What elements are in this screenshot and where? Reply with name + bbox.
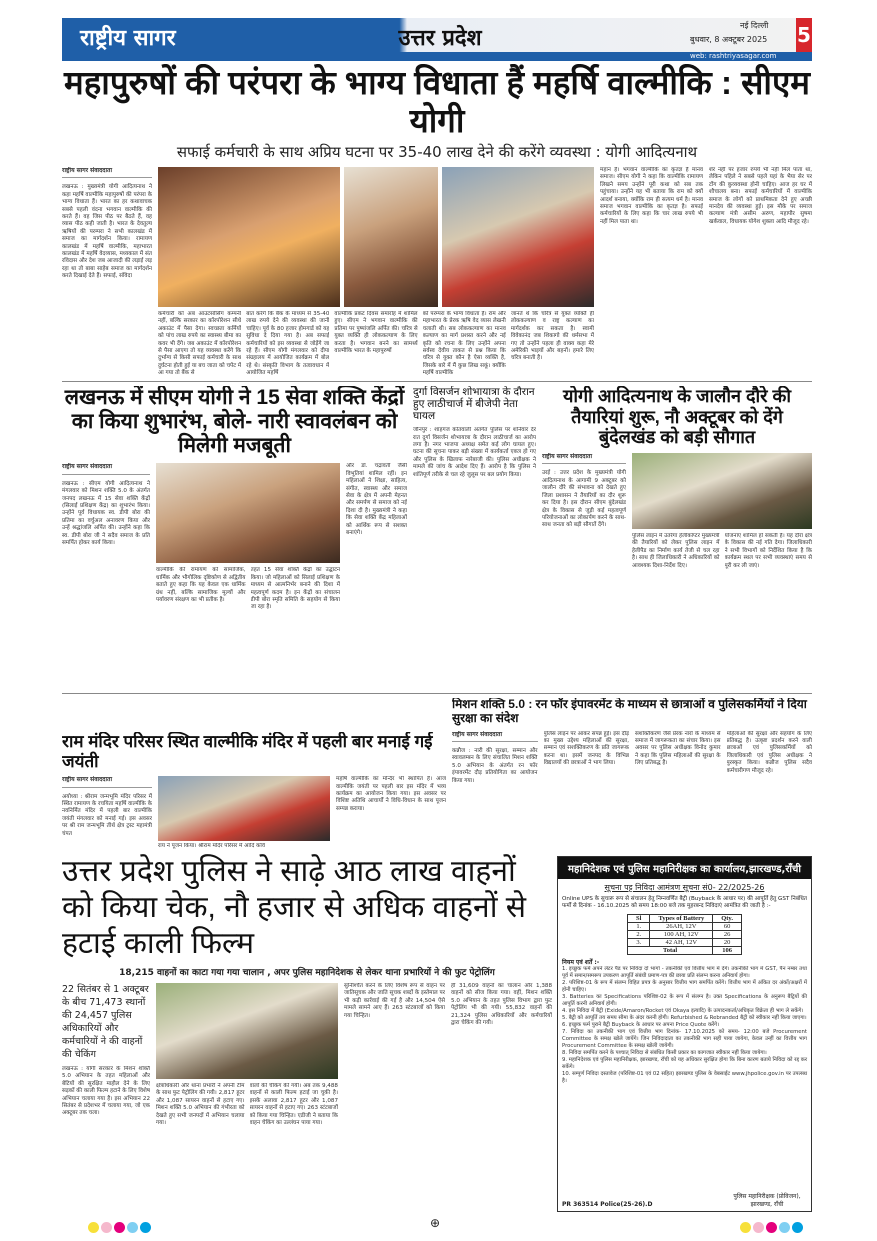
story7 bbox=[62, 854, 552, 1212]
story1-col4: वाल्मीकि प्रकट दिवस समारोह में शामिल हुए। सीएम ने भगवान वाल्मीकि की प्रतिमा पर पुष्पांजलि अर्पित की। चरित्र से युक्त व्यक्ति ही लोककल्याण के लिए करता है। भगवान बनने का सामर्थ्य वाल्मीकि भारत के महापुरुषों bbox=[334, 310, 418, 354]
cell: 100 AH, 12V bbox=[650, 930, 713, 938]
terms-title: नियम एवं शर्तें :- bbox=[562, 958, 600, 966]
term-item: 2. परिशिष्ट-01 के रूप में संलग्न विहित प्रपत्र के अनुसार वित्तीय भाग समर्पित करेंगे। वित्तीय भाग में अंकित दर अंकों/अक्षरों में होनी चाहिए। bbox=[562, 979, 807, 993]
table-total-row bbox=[628, 946, 742, 954]
cell: 20 bbox=[713, 938, 742, 946]
story1-col5: को परम्परा के भाग्य विधाता हैं। राम और महाभारत के प्रेरक ऋषि वेद व्यास लेखनी चलाती थी। सब लोककल्याण का मानव कल्याण का मार्ग प्रशस्त करने और नई कृति को रचना के लिए उन्होंने अपना सर्वस्व देवीय ताकत से प्रश्न किया कि चरित्र से युक्त कौन है ऐसा व्यक्ति है, जिसके बारे में मैं कुछ लिख सकूं। क्योंकि महर्षि वाल्मीकि bbox=[422, 310, 506, 376]
story6-caption: राय ने पूजन किया। श्रीराम मंदिर परिसर में आदि कवि bbox=[158, 842, 265, 849]
story1-photos bbox=[158, 167, 594, 307]
story2-photo-group bbox=[156, 463, 340, 688]
story4-col1 bbox=[542, 453, 626, 688]
byline: राष्ट्रीय सागर संवाददाता bbox=[452, 731, 538, 742]
story2-body bbox=[62, 463, 407, 688]
seva-shakti-kendra-photo bbox=[156, 463, 340, 563]
story6-body bbox=[62, 776, 446, 850]
story6-photo-group bbox=[158, 776, 330, 850]
lead-subheadline: सफाई कर्मचारी के साथ अप्रिय घटना पर 35-40 लाख देने की करेंगे व्यवस्था : योगी आदित्यनाथ bbox=[176, 142, 698, 161]
story6-headline: राम मंदिर परिसर स्थित वाल्मीकि मंदिर में पहली बार मनाई गई जयंती bbox=[62, 732, 433, 771]
color-registration-marks-right bbox=[740, 1218, 805, 1237]
story7-headline: उत्तर प्रदेश पुलिस ने साढ़े आठ लाख वाहनों को किया चेक, नौ हजार से अधिक वाहनों से हटाई काली फिल्म bbox=[62, 855, 527, 960]
newspaper-logo: राष्ट्रीय सागर bbox=[80, 26, 176, 51]
story2-col1 bbox=[62, 463, 150, 688]
tender-intro: Online UPS के सुचारू रूप से संचालन हेतु निम्नवर्णित बैट्री (Buyback के आधार पर) की आपूर्ति हेतु GST निबंधित फर्मों से दिनांक - 16.10.2025 को समय 18:00 बजे तक मुहरबन्द निविदाएं आमंत्रित की जाती है :- bbox=[562, 896, 807, 910]
story1-col7: महान है। भगवान वाल्मीकि का कृतज्ञ है मानव समाज। सीएम योगी ने कहा कि वाल्मीकि रामायण लिखने समय उन्होंने पूरी कथा को सब तक पहुंचाया। उन्होंने यह भी बताया कि राम को क्यों आदर्श बनाया, क्योंकि राम ही सत्यम धर्म है। मानव समाज भगवान वाल्मीकि का कृतज्ञ है। सफाई कर्मचारियों के लिए कहा कि चार लाख रुपये भी नहीं मिल पाता था। bbox=[600, 166, 703, 225]
byline: राष्ट्रीय सागर संवाददाता bbox=[542, 453, 626, 464]
term-item: 3. Batteries का Specifications परिशिष्ट-02 के रूप में संलग्न है। उक्त Specifications के अनुरूप बैट्रियों की आपूर्ति करनी अनिवार्य होगी। bbox=[562, 993, 807, 1007]
story7-text-row bbox=[156, 1083, 338, 1212]
tender-footer bbox=[558, 1190, 811, 1211]
table-row bbox=[628, 922, 742, 930]
story1-body bbox=[62, 167, 812, 376]
byline: राष्ट्रीय सागर संवाददाता bbox=[62, 167, 152, 178]
story7-col1: लखनऊ : योगी सरकार के मिशन शक्ति 5.0 अभियान के तहत महिलाओं और बेटियों की सुरक्षित माहौल देने के लिए सड़कों की काली फिल्म हटाने के लिए विशेष अभियान चलाया गया है। इस अभियान 22 सितंबर से प्रदेशभर में चलाया गया, जो एक अक्टूबर तक चला। bbox=[62, 1066, 150, 1117]
story2-text-row bbox=[156, 567, 340, 688]
tender-signature: पुलिस महानिरीक्षक (प्रोविजन), झारखण्ड, राँची bbox=[733, 1193, 801, 1208]
byline: राष्ट्रीय सागर संवाददाता bbox=[62, 463, 150, 474]
story7-col5: ही 31,609 वाहनों का चालान और 1,388 वाहनों को सीज किया गया। वहीं, मिशन शक्ति 5.0 अभियान के तहत पुलिस विभाग द्वारा फुट पेट्रोलिंग भी की गयी। 55,832 वाहनों की 21,324 पुलिस अधिकारियों और कर्मचारियों द्वारा चेकिंग की गयी। bbox=[451, 983, 552, 1027]
story6-col3: महर्षि वाल्मीकि का मन्दिर भी स्थापित है। आज वाल्मीकि जयंती पर पहली बार इस मंदिर में भव्य कार्यक्रम का आयोजन किया गया। इस अवसर पर विशिष्ट अतिथि आचार्यों ने विधि-विधान के साथ पूजन सम्पन्न कराया। bbox=[336, 776, 446, 812]
page-number: 5 bbox=[796, 18, 812, 52]
jalaun-preparation-photo bbox=[632, 453, 812, 529]
story2 bbox=[62, 386, 407, 688]
story4-col3: योजनाएं शामिल हो सकती हैं। यह दौरा क्षेत्र के विकास की नई गति देगा। जिलाधिकारी ने सभी विभागों को निर्देशित किया है कि कार्यक्रम स्थल पर सभी व्यवस्थाएं समय से पूरी कर ली जाएं। bbox=[724, 533, 812, 569]
tender-notice bbox=[557, 856, 812, 1212]
story4 bbox=[542, 386, 812, 688]
story1-col1 bbox=[62, 167, 152, 376]
cell: 26AH, 12V bbox=[650, 922, 713, 930]
color-registration-marks-left bbox=[88, 1218, 153, 1237]
divider bbox=[62, 693, 812, 694]
story4-col2: पुलिस लाइन में उतरेगा हेलीकॉप्टर मुख्यमंत्री की तैयारियों को लेकर पुलिस लाइन में हेलीपैड का निर्माण कार्य तेजी से चल रहा है। साथ ही जिलाधिकारी ने अधिकारियों को आवश्यक दिशा-निर्देश दिए। bbox=[632, 533, 720, 569]
story2-headline: लखनऊ में सीएम योगी ने 15 सेवा शक्ति केंद्रों का किया शुभारंभ, बोले- नारी स्वावलंबन को मिलेगी मजबूती bbox=[64, 386, 405, 458]
term-item: 7. निविदा का तकनीकी भाग एवं वित्तीय भाग दिनांक- 17.10.2025 को समय- 12:00 बजे Procurement Committee के समक्ष खोले जायेंगे। जिन निविदादाता का तकनीकी भाग सही पाया जायेगा, केवल उन्हीं का वित्तीय भाग Procurement Committee के समक्ष खोली जायेगी। bbox=[562, 1028, 807, 1049]
term-item: 1. इच्छुक फर्म अपने लेटर पैड पर निविदा दो भागों - तकनीकी एवं वित्तीय भाग में देंगे। तकनीकी भाग में GST, पैन नम्बर तथा पूर्व में समान/समरूप उपकरण आपूर्ति संबंधी प्रमाण-पत्र की छाया प्रति संलग्न करना अनिवार्य होगा। bbox=[562, 965, 807, 979]
table-row bbox=[628, 930, 742, 938]
police-vehicle-check-photo bbox=[156, 983, 338, 1079]
section-title: उत्तर प्रदेश bbox=[398, 26, 482, 51]
story4-photo-group bbox=[632, 453, 812, 688]
byline: राष्ट्रीय सागर संवाददाता bbox=[62, 776, 152, 787]
total-label: Total bbox=[628, 946, 713, 954]
story7-col2: क्षेत्राधिकारी और थाना प्रभारी ने अपनी टीम के साथ फुट पेट्रोलिंग की गयी। 2,817 हूटर और 1,087 सायरन वाहनों से हटाए गए। मिशन शक्ति 5.0 अभियान की गंभीरता को देखते हुए सभी जनपदों में अभियान चलाया गया। bbox=[156, 1083, 245, 1127]
story2-col3: तहत 15 सेवा शक्ति केंद्रों का उद्घाटन किया। जो महिलाओं को सिलाई प्रशिक्षण के माध्यम से आत्मनिर्भर बनाने की दिशा में महत्वपूर्ण कदम है। इन केंद्रों का संचालन डीपी बोरा स्मृति समिति के सहयोग से किया जा रहा है। bbox=[250, 567, 340, 611]
story4-headline: योगी आदित्यनाथ के जालौन दौरे की तैयारियां शुरू, नौ अक्टूबर को देंगे बुंदेलखंड को बड़ी सौगात bbox=[562, 386, 792, 448]
story7-highlight: 22 सितंबर से 1 अक्टूबर के बीच 71,473 स्थानों की 24,457 पुलिस अधिकारियों और कर्मचारियों ने की वाहनों की चेकिंग bbox=[62, 984, 149, 1060]
story7-photo-group bbox=[156, 983, 338, 1212]
story1-col8: शेर नहीं पर हजार रुपये भी नहीं मिल पाता था, लेकिन पहिले ने सबसे पहले यहां के भैया सेर पर टोंग की कुव्यवस्था होनी चाहिए। आज हर घर में शौचालय बना। सफाई कर्मचारियों में वाल्मीकि समाज के लोगों को प्राथमिकता देने हुए अच्छी मानदेय की व्यवस्था हुई। इस मौके पर समाज कल्याण मंत्री असीम अरुण, महापौर सुषमा खर्कवाल, विधायक योगेश शुक्ला आदि मौजूद रहे। bbox=[709, 166, 812, 225]
term-item: 5. बैट्री को आपूर्ति तय समय सीमा के अंदर करनी होगी। Refurbished & Rebranded बैट्री को स्वीकार नहीं किया जाएगा। bbox=[562, 1014, 807, 1021]
tender-title: महानिदेशक एवं पुलिस महानिरीक्षक का कार्यालय,झारखण्ड,राँची bbox=[558, 857, 811, 879]
story1-text-row bbox=[158, 311, 594, 376]
edition-date: बुधवार, 8 अक्टूबर 2025 bbox=[690, 35, 768, 44]
total-value: 106 bbox=[713, 946, 742, 954]
table-row bbox=[628, 938, 742, 946]
story3-text: जौनपुर : शाहगंज कोतवाली अंतर्गत पुलिस पर शनिवार देर रात दुर्गा विसर्जन शोभायात्रा के दौरान लाठीचार्ज का आरोप लगा है। नगर भाजपा अध्यक्ष समेत कई लोग घायल हुए। घटना की सूचना पाकर बड़ी संख्या में कार्यकर्ता एकत्र हो गए और पुलिस के खिलाफ नारेबाजी की। पुलिस अधीक्षक ने मामले की जांच के आदेश दिए हैं। आरोप है कि पुलिस ने शांतिपूर्ण तरीके से चल रहे जुलूस पर बल प्रयोग किया। bbox=[413, 427, 536, 478]
tender-reference: PR 363514 Police(25-26).D bbox=[562, 1201, 653, 1208]
cell: 2. bbox=[628, 930, 650, 938]
story6-lead: अयोध्या : श्रीराम जन्मभूमि मंदिर परिसर में स्थित रामायण के रचयिता महर्षि वाल्मीकि के नवनिर्मित मंदिर में पहली बार वाल्मीकि जयंती मंगलवार को मनाई गई। इस अवसर पर श्री राम जन्मभूमि तीर्थ क्षेत्र ट्रस्ट महामंत्री चंपत bbox=[62, 793, 152, 837]
story1-photo-group bbox=[158, 167, 594, 376]
valmiki-tribute-photo bbox=[442, 167, 594, 307]
cell: 60 bbox=[713, 922, 742, 930]
story4-lead: उरई : उत्तर प्रदेश के मुख्यमंत्री योगी आदित्यनाथ के आगामी 9 अक्टूबर को जालौन दौरे की संभावना को देखते हुए जिला प्रशासन ने तैयारियों का दौर शुरू कर दिया है। इस दौरान सीएम बुंदेलखंड क्षेत्र के विकास से जुड़ी कई महत्वपूर्ण परियोजनाओं का लोकार्पण करने के साथ-साथ जनता को बड़ी सौगातें देंगे। bbox=[542, 470, 626, 529]
story1-lead: लखनऊ : मुख्यमंत्री योगी आदित्यनाथ ने कहा महर्षि वाल्मीकि महापुरुषों की परंपरा के भाग्य विधाता हैं। भारत का हर कथावाचक सबसे पहली वंदना भगवान वाल्मीकि की करते हैं। वह जिस पीठ पर बैठते हैं, वह व्यास पीठ कही जाती है। भारत के देवतुल्य ऋषियों की परम्परा ने सभी कालखंड में समाज का मार्गदर्शन किया। रामायण कालखंड में महर्षि वाल्मीकि, महाभारत कालखंड में महर्षि वेदव्यास, मध्यकाल में संत रविदास और देश जब आजादी की लड़ाई लड़ रहा था तो बाबा साहेब समाज का मार्गदर्शन करते दिखाई देते हैं। सफाई, संविदा bbox=[62, 184, 152, 280]
cm-yogi-speech-photo bbox=[158, 167, 340, 307]
table-header-row bbox=[628, 914, 742, 922]
story7-col4: सुनिश्चित करने के लिए विशेष रूप से वाहन पर जातिसूचक और जाति सूचक शब्दों के इस्तेमाल पर भी कड़ी कार्रवाई की गई है और 14,504 ऐसे मामले सामने आए हैं। 263 स्टंटबाजों को किया गया चिन्हित। bbox=[344, 983, 445, 1019]
story7-body bbox=[62, 983, 552, 1212]
story1-col2: कर्मचारी को अब आउटसोर्सिंग कम्पनी नहीं, बल्कि सरकार का कॉरपोरेशन सीधे अकाउंट में पैसा देगा। स्वच्छता कर्मियों को पांच लाख रुपये का स्वास्थ्य बीमा का कवर भी देंगे। जब अकाउंट में कॉरपोरेशन से पैसा आएगा तो यह व्यवस्था करेंगे कि दुर्भाग्य से किसी सफाई कर्मचारी के साथ दुर्घटना होती हुई या बच जाता को चपेट में आ गया तो बैंक से bbox=[158, 310, 242, 376]
story5-col1 bbox=[452, 731, 538, 846]
story3-headline: दुर्गा विसर्जन शोभायात्रा के दौरान हुए लाठीचार्ज में बीजेपी नेता घायल bbox=[413, 386, 535, 423]
column-header: Sl bbox=[628, 914, 650, 922]
cell: 42 AH, 12V bbox=[650, 938, 713, 946]
story5 bbox=[452, 698, 812, 846]
term-item: 10. सम्पूर्ण निविदा दस्तावेज (परिशिष्ट-01 एवं 02 सहित) झारखण्ड पुलिस के वेबसाईट www.jhpolice.gov.in पर उपलब्ध है। bbox=[562, 1070, 807, 1084]
column-header: Types of Battery bbox=[650, 914, 713, 922]
story5-col2: पुलिस लाइन पर आकर संपन्न हुई। इस दौड़ का मुख्य उद्देश्य महिलाओं की सुरक्षा, सम्मान एवं सशक्तिकरण के प्रति जागरूक करना था। इसमें जनपद के विभिन्न विद्यालयों की छात्राओं ने भाग लिया। bbox=[543, 730, 629, 767]
website-link[interactable]: web: rashtriyasagar.com bbox=[690, 52, 777, 60]
story5-headline: मिशन शक्ति 5.0 : रन फॉर इंपावरमेंट के माध्यम से छात्राओं व पुलिसकर्मियों ने दिया सुरक्षा का संदेश bbox=[452, 698, 807, 725]
battery-table bbox=[627, 914, 742, 955]
terms-list bbox=[558, 966, 811, 1190]
cell: 1. bbox=[628, 922, 650, 930]
story5-col3: सशक्तिकरण जैसे प्रेरक नारों के माध्यम से समाज में जागरूकता का संचार किया। इस अवसर पर पुलिस अधीक्षक विनोद कुमार ने कहा कि पुलिस महिलाओं की सुरक्षा के लिए प्रतिबद्ध है। bbox=[635, 730, 721, 767]
story3 bbox=[413, 386, 536, 688]
cm-yogi-greeting-photo bbox=[344, 167, 438, 307]
story7-col3: वालों की चेकिंग की गयी। अब तक 9,488 वाहनों से काली फिल्म हटाई जा चुकी है। इसके अलावा 2,817 हूटर और 1,087 सायरन वाहनों से हटाए गए। 263 स्टंटबाजों को किया गया चिन्हित। एडीजी ने बताया कि वाहन चेकिंग का उल्लंघन पाया गया। bbox=[249, 1083, 338, 1127]
story2-col4: और डॉ. चंद्रावती जैसी विभूतियां शामिल रहीं। इन महिलाओं ने शिक्षा, साहित्य, संगीत, स्वास्थ्य और समाज सेवा के क्षेत्र में अपनी मेहनत और समर्पण से समाज को नई दिशा दी है। मुख्यमंत्री ने कहा कि सेवा शक्ति केंद्र महिलाओं को आर्थिक रूप से सशक्त बनाएंगे। bbox=[346, 463, 407, 537]
term-item: 9. महानिदेशक एवं पुलिस महानिरीक्षक, झारखण्ड, राँची को यह अधिकार सुरक्षित होगा कि बिना कारण बताये निविदा को रद्द कर सकेंगे। bbox=[562, 1056, 807, 1070]
story5-lead: कन्नौज : नारी की सुरक्षा, सम्मान और स्वावलम्बन के लिए संचालित मिशन शक्ति 5.0 अभियान के अंतर्गत रन फॉर इंपावरमेंट दौड़ प्रतियोगिता का आयोजन किया गया। bbox=[452, 748, 538, 784]
tender-notice-number: सूचना पट्ट निविदा आमंत्रण सूचना सं0- 22/2025-26 bbox=[604, 883, 765, 892]
story4-text-row bbox=[632, 533, 812, 688]
cell: 3. bbox=[628, 938, 650, 946]
story4-body bbox=[542, 453, 812, 688]
lead-headline: महापुरुषों की परंपरा के भाग्य विधाता हैं महर्षि वाल्मीकि : सीएम योगी bbox=[64, 64, 810, 139]
cell: 26 bbox=[713, 930, 742, 938]
story7-col1-group bbox=[62, 983, 150, 1212]
column-header: Qty. bbox=[713, 914, 742, 922]
crosshair-mark-icon: ⊕ bbox=[430, 1216, 441, 1230]
term-item: 8. निविदा समर्पित करने के पश्चात् निविदा से संबंधित किसी प्रकार का कागजात स्वीकार नहीं किया जायेगा। bbox=[562, 1049, 767, 1056]
valmiki-temple-photo bbox=[158, 776, 330, 841]
divider bbox=[62, 381, 812, 382]
term-item: 4. इस निविदा में बैट्री (Exide/Amaron/Rocket एवं Okaya इत्यादि) के उत्पादनकर्ता/अधिकृत विक्रेता ही भाग ले सकेंगे। bbox=[562, 1007, 804, 1014]
story2-col2: वाल्मीकि की रामायण को सामाजिक, धार्मिक और भौगोलिक दृष्टिकोण से अद्वितीय बताते हुए कहा कि यह केवल एक धार्मिक ग्रंथ नहीं, बल्कि सामाजिक मूल्यों और पर्यावरण संरक्षण का भी प्रतीक है। bbox=[156, 567, 246, 604]
story2-lead: लखनऊ : सीएम योगी आदित्यनाथ ने मंगलवार को मिशन शक्ति 5.0 के अंतर्गत जनपद लखनऊ में 15 सेवा शक्ति केंद्रों (सिलाई प्रशिक्षण केंद्र) का शुभारंभ किया। उन्होंने पूर्व विधायक स्व. डीपी बोरा की प्रतिमा का वर्चुअल अनावरण किया और उन्हें श्रद्धांजलि अर्पित की। उन्होंने कहा कि स्व. डीपी बोरा जी ने सदैव समाज के प्रति समर्पित होकर कार्य किया। bbox=[62, 480, 150, 547]
edition-city: नई दिल्ली bbox=[740, 21, 769, 30]
story1-col3: बात करेंगे कि बैंक के माध्यम से 35-40 लाख रुपये देने की व्यवस्था की जानी चाहिए। पूर्व के 80 हजार होमगार्ड को यह सुविधा दे दिया गया है। अब सफाई कर्मचारियों को इस व्यवस्था से जोड़ेंगे जा रहे हैं। सीएम योगी मंगलवार को दीपा संग्रहालय में आयोजित कार्यक्रम में बोल रहे थे। संस्कृति विभाग के तत्वावधान में आयोजित महर्षि bbox=[246, 310, 330, 376]
story3-body bbox=[413, 427, 536, 688]
story5-body bbox=[452, 731, 812, 846]
story6-col1 bbox=[62, 776, 152, 850]
story6 bbox=[62, 732, 446, 850]
term-item: 6. इच्छुक फर्म पुराने बैट्री Buyback के आधार पर अपना Price Quote करेंगे। bbox=[562, 1021, 720, 1028]
story1-col6: जानते थे कि चरित्र से युक्त व्यक्ति ही लोककल्याण व राष्ट्र कल्याण का मार्गदर्शक कर सकता है। स्वामी विवेकानंद जब शिकागो की धर्मसभा में गए तो उन्होंने पहला ही वाक्य कहा मेरे अमेरिकी भाइयों और बहनों। हमारे लिए चरित्र बनाती है। bbox=[510, 310, 595, 362]
story7-subheadline: 18,215 वाहनों का काटा गया गया चालान , अपर पुलिस महानिदेशक से लेकर थाना प्रभारियों ने की फुट पेट्रोलिंग bbox=[119, 968, 495, 978]
story5-col4: महिलाओं की सुरक्षा और सहयोग के लिए प्रतिबद्ध है। उत्कृष्ट प्रदर्शन करने वाली छात्राओं एवं पुलिसकर्मियों को जिलाधिकारी एवं पुलिस अधीक्षक ने पुरस्कृत किया। कन्नौज पुलिस सदैव कर्मचारीगण मौजूद रहे। bbox=[726, 730, 812, 774]
story1 bbox=[62, 64, 812, 376]
